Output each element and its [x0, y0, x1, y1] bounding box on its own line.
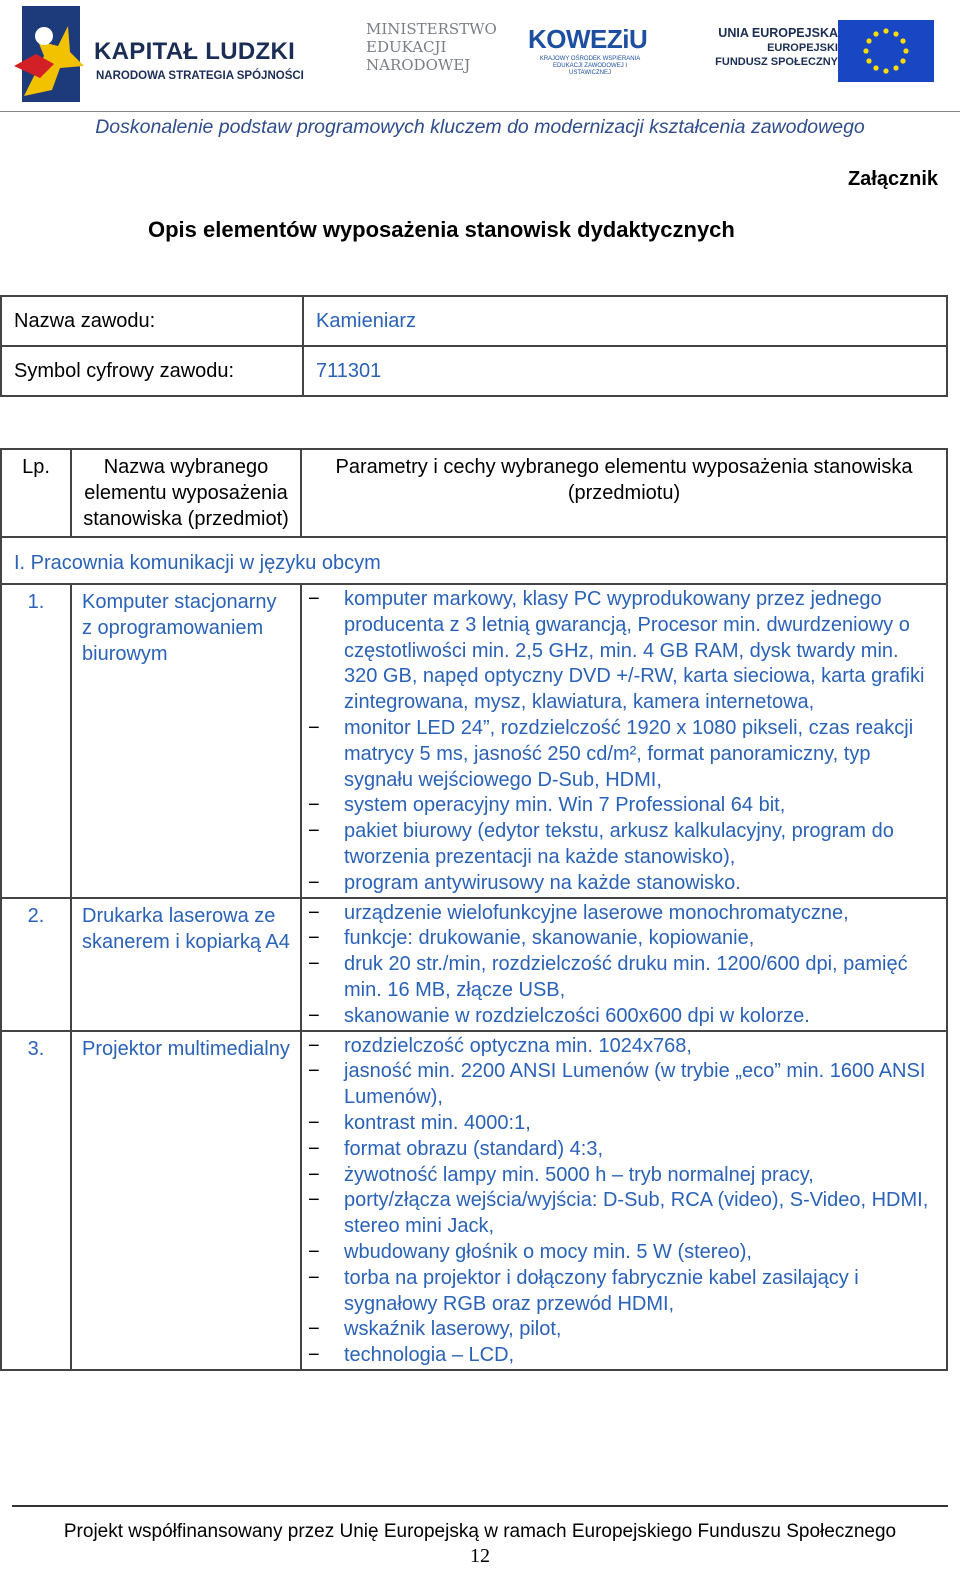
ministry-line-1: MINISTERSTWO	[366, 20, 497, 38]
param-item: − format obrazu (standard) 4:3,	[308, 1137, 936, 1163]
param-item: − druk 20 str./min, rozdzielczość druku min. 1200/600 dpi, pamięć min. 16 MB, złącze USB,	[308, 952, 936, 1004]
param-item: − wskaźnik laserowy, pilot,	[308, 1317, 936, 1343]
eu-line-1: UNIA EUROPEJSKA	[718, 26, 838, 40]
koweziu-subtitle: KRAJOWY OŚRODEK WSPIERANIA EDUKACJI ZAWODOWEJ I USTAWICZNEJ	[539, 56, 641, 76]
row-number: 3.	[1, 1031, 71, 1370]
kapital-ludzki-logo	[14, 6, 314, 106]
table-row	[1, 1031, 947, 1370]
param-item: − system operacyjny min. Win 7 Professional 64 bit,	[308, 793, 936, 819]
row-number: 2.	[1, 898, 71, 1031]
param-item: − torba na projektor i dołączony fabrycznie kabel zasilający i sygnałowy RGB oraz przewód HDMI,	[308, 1266, 936, 1318]
attachment-label: Załącznik	[847, 168, 938, 190]
ministry-line-3: NARODOWEJ	[366, 56, 471, 74]
profession-symbol-label: Symbol cyfrowy zawodu:	[1, 346, 303, 396]
param-item: − funkcje: drukowanie, skanowanie, kopiowanie,	[308, 926, 936, 952]
section-title: I. Pracownia komunikacji w języku obcym	[1, 537, 947, 584]
item-name: Komputer stacjonarny z oprogramowaniem biurowym	[71, 584, 301, 898]
item-name: Projektor multimedialny	[71, 1031, 301, 1370]
kapital-ludzki-emblem-icon	[14, 6, 86, 106]
param-item: − rozdzielczość optyczna min. 1024x768,	[308, 1034, 936, 1060]
koweziu-logo	[528, 18, 648, 80]
param-item: − komputer markowy, klasy PC wyprodukowany przez jednego producenta z 3 letnią gwarancją, Procesor min. dwurdzeniowy o częstotliwości min. 2,5 GHz, min. 4 GB RAM, dysk twardy min. 320 GB, napęd optyczny DVD +/-RW, karta sieciowa, karta grafiki zintegrowana, mysz, klawiatura, kamera internetowa,	[308, 587, 936, 716]
equipment-table	[0, 448, 948, 1371]
table-row	[1, 584, 947, 898]
header-lp: Lp.	[1, 449, 71, 537]
param-item: − monitor LED 24”, rozdzielczość 1920 x 1080 pikseli, czas reakcji matrycy 5 ms, jasność 250 cd/m², format panoramiczny, typ sygnału wejściowego D-Sub, HDMI,	[308, 716, 936, 793]
project-subtitle: Doskonalenie podstaw programowych kluczem do modernizacji kształcenia zawodowego	[95, 116, 865, 138]
profession-name-row	[1, 296, 947, 346]
header-divider	[0, 111, 960, 112]
logo-bar	[0, 0, 960, 110]
item-params	[301, 1031, 947, 1370]
param-item: − pakiet biurowy (edytor tekstu, arkusz kalkulacyjny, program do tworzenia prezentacji na każde stanowisko),	[308, 819, 936, 871]
param-item: − kontrast min. 4000:1,	[308, 1111, 936, 1137]
kapital-ludzki-title: KAPITAŁ LUDZKI	[94, 38, 296, 65]
param-item: − urządzenie wielofunkcyjne laserowe monochromatyczne,	[308, 901, 936, 927]
header-item: Nazwa wybranego elementu wyposażenia stanowiska (przedmiot)	[71, 449, 301, 537]
item-params	[301, 584, 947, 898]
profession-name-value: Kamieniarz	[303, 296, 947, 346]
page-number: 12	[470, 1545, 490, 1567]
eu-line-3: FUNDUSZ SPOŁECZNY	[715, 56, 838, 68]
profession-symbol-row	[1, 346, 947, 396]
footer-text: Projekt współfinansowany przez Unię Europejską w ramach Europejskiego Funduszu Społecznego	[63, 1521, 897, 1542]
param-item: − porty/złącza wejścia/wyjścia: D-Sub, RCA (video), S-Video, HDMI, stereo mini Jack,	[308, 1188, 936, 1240]
koweziu-title: KOWEZiU	[528, 24, 648, 54]
section-row	[1, 537, 947, 584]
footer-divider	[12, 1505, 948, 1507]
header-row	[1, 449, 947, 537]
kapital-ludzki-subtitle: NARODOWA STRATEGIA SPÓJNOŚCI	[96, 70, 304, 82]
param-item: − program antywirusowy na każde stanowisko.	[308, 871, 936, 897]
eu-line-2: EUROPEJSKI	[767, 42, 838, 54]
profession-symbol-value: 711301	[303, 346, 947, 396]
param-item: − wbudowany głośnik o mocy min. 5 W (stereo),	[308, 1240, 936, 1266]
eu-logo-text	[698, 26, 838, 68]
profession-table	[0, 295, 948, 397]
header-params: Parametry i cechy wybranego elementu wyposażenia stanowiska (przedmiotu)	[301, 449, 947, 537]
param-item: − żywotność lampy min. 5000 h – tryb normalnej pracy,	[308, 1163, 936, 1189]
param-item: − technologia – LCD,	[308, 1343, 936, 1369]
param-item: − skanowanie w rozdzielczości 600x600 dpi w kolorze.	[308, 1004, 936, 1030]
ministry-line-2: EDUKACJI	[366, 38, 447, 56]
profession-name-label: Nazwa zawodu:	[1, 296, 303, 346]
item-params	[301, 898, 947, 1031]
param-item: − jasność min. 2200 ANSI Lumenów (w trybie „eco” min. 1600 ANSI Lumenów),	[308, 1059, 936, 1111]
row-number: 1.	[1, 584, 71, 898]
item-name: Drukarka laserowa ze skanerem i kopiarką A4	[71, 898, 301, 1031]
document-title: Opis elementów wyposażenia stanowisk dydaktycznych	[148, 217, 735, 242]
table-row	[1, 898, 947, 1031]
ministry-logo	[366, 20, 506, 74]
eu-flag-icon	[838, 20, 934, 82]
